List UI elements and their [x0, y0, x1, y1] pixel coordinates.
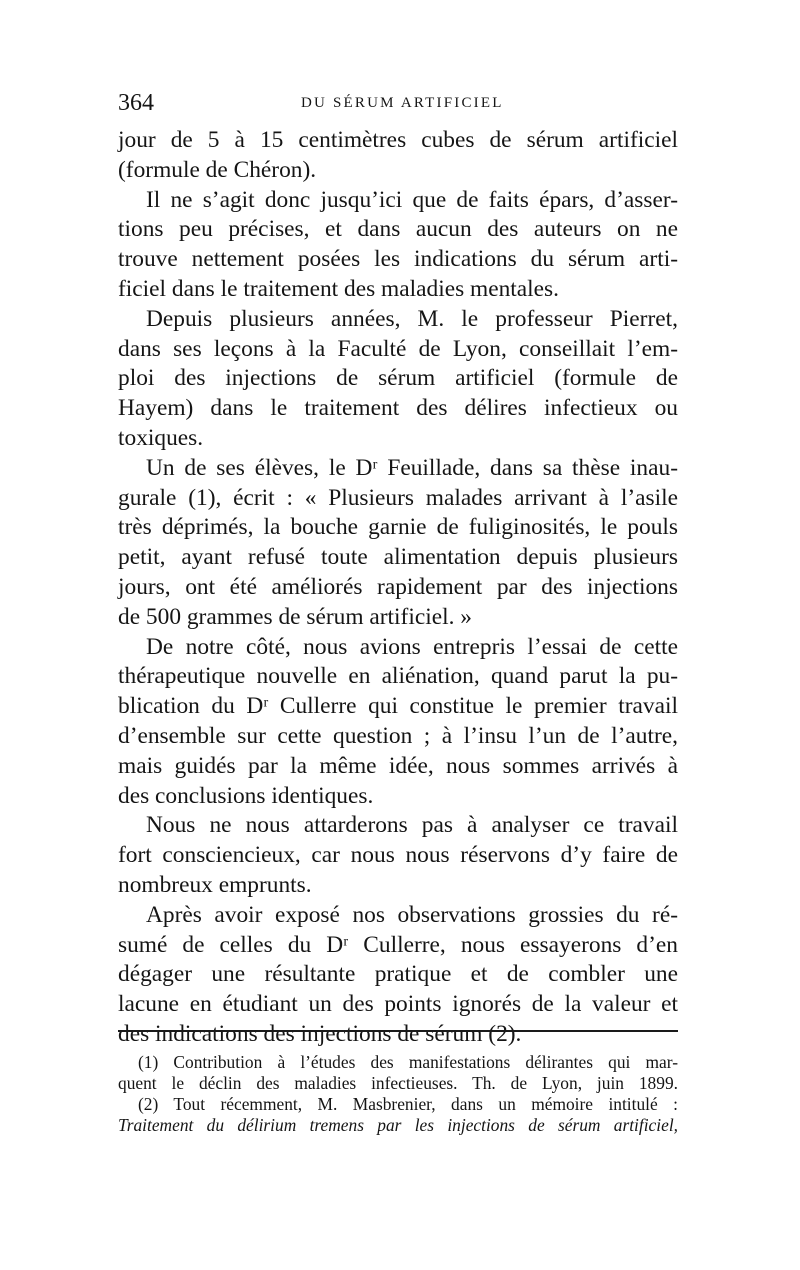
text-line: petit, ayant refusé toute alimentation depuis plusieurs: [118, 544, 678, 571]
text-line: gurale (1), écrit : « Plusieurs malades arrivant à l’asile: [118, 484, 678, 511]
text-line: dégager une résultante pratique et de combler une: [118, 961, 678, 988]
text-line: Hayem) dans le traitement des délires infectieux ou: [118, 395, 678, 422]
text-line: très déprimés, la bouche garnie de fuliginosités, le pouls: [118, 514, 678, 541]
text-line: sumé de celles du Dʳ Cullerre, nous essayerons d’en: [118, 931, 678, 958]
text-line: (formule de Chéron).: [118, 156, 317, 183]
text-line: ficiel dans le traitement des maladies mentales.: [118, 275, 560, 302]
text-line: mais guidés par la même idée, nous sommes arrivés à: [118, 752, 678, 779]
running-title: DU SÉRUM ARTIFICIEL: [301, 95, 504, 111]
text-line: ploi des injections de sérum artificiel (formule de: [118, 365, 678, 392]
text-line: fort consciencieux, car nous nous réservons d’y faire de: [118, 842, 678, 869]
paragraph: [118, 126, 678, 186]
text-line: Il ne s’agit donc jusqu’ici que de faits épars, d’asser-: [146, 186, 678, 213]
paragraph: [118, 454, 678, 633]
text-line: blication du Dʳ Cullerre qui constitue le premier travail: [118, 693, 678, 720]
text-line: nombreux emprunts.: [118, 871, 312, 898]
text-line: jour de 5 à 15 centimètres cubes de sérum artificiel: [118, 127, 678, 153]
text-line: thérapeutique nouvelle en aliénation, quand parut la pu-: [118, 663, 678, 690]
text-line: dans ses leçons à la Faculté de Lyon, conseillait l’em-: [118, 335, 678, 362]
text-line: Depuis plusieurs années, M. le professeur Pierret,: [146, 305, 678, 332]
footnote-line: Traitement du délirium tremens par les injections de sérum artificiel,: [118, 1115, 678, 1135]
text-line: des indications des injections de sérum (2).: [118, 1020, 522, 1047]
paragraph: [118, 811, 678, 900]
text-line: trouve nettement posées les indications du sérum arti-: [118, 246, 678, 273]
paragraph: [118, 186, 678, 305]
footnote-line: (1) Contribution à l’études des manifestations délirantes qui mar-: [138, 1052, 678, 1072]
paragraph: [118, 901, 678, 1050]
running-head: [118, 90, 678, 120]
footnote-line: (2) Tout récemment, M. Masbrenier, dans un mémoire intitulé :: [138, 1094, 678, 1114]
footnote-rule: [118, 1030, 678, 1032]
text-line: des conclusions identiques.: [118, 782, 374, 809]
footnotes: [118, 1052, 678, 1136]
text-line: De notre côté, nous avions entrepris l’essai de cette: [146, 633, 678, 660]
text-line: jours, ont été améliorés rapidement par des injections: [118, 573, 678, 600]
text-line: tions peu précises, et dans aucun des auteurs on ne: [118, 216, 678, 243]
text-line: toxiques.: [118, 424, 204, 451]
paragraph: [118, 305, 678, 454]
text-line: lacune en étudiant un des points ignorés de la valeur et: [118, 991, 678, 1018]
footnote-line: quent le déclin des maladies infectieuses. Th. de Lyon, juin 1899.: [118, 1073, 678, 1093]
text-line: Nous ne nous attarderons pas à analyser ce travail: [146, 812, 678, 839]
body-text: [118, 126, 678, 1050]
text-line: de 500 grammes de sérum artificiel. »: [118, 603, 472, 630]
text-line: d’ensemble sur cette question ; à l’insu l’un de l’autre,: [118, 722, 678, 749]
page-number: 364: [118, 90, 154, 116]
text-line: Après avoir exposé nos observations grossies du ré-: [146, 901, 678, 928]
paragraph: [118, 633, 678, 812]
text-line: Un de ses élèves, le Dʳ Feuillade, dans sa thèse inau-: [146, 454, 678, 481]
